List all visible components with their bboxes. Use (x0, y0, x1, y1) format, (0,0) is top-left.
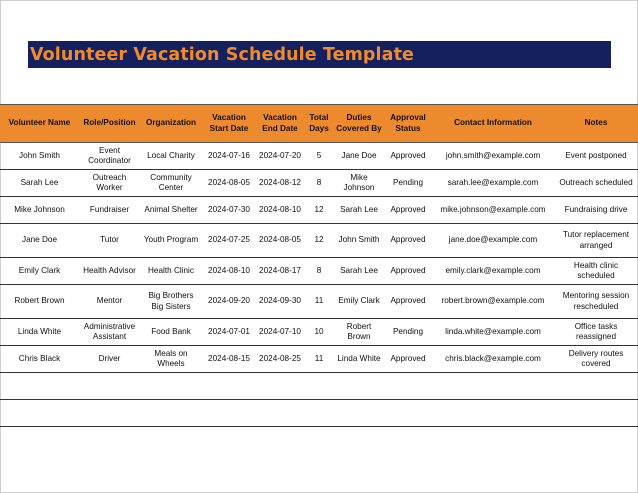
cell-role[interactable]: Mentor (79, 285, 140, 319)
header-notes[interactable]: Notes (554, 105, 638, 143)
table-header (0, 105, 638, 143)
cell-end-date[interactable]: 2024-08-10 (256, 197, 304, 224)
schedule-table (0, 104, 638, 427)
cell-volunteer-name[interactable]: John Smith (0, 143, 79, 170)
table-body (0, 143, 638, 427)
cell-approval-status[interactable]: Approved (384, 346, 432, 373)
cell-role[interactable]: Health Advisor (79, 258, 140, 285)
table-row (0, 224, 638, 258)
header-role[interactable]: Role/Position (79, 105, 140, 143)
cell-approval-status[interactable] (384, 400, 432, 427)
table-row (0, 143, 638, 170)
cell-covered-by[interactable]: Jane Doe (334, 143, 384, 170)
cell-organization[interactable]: Local Charity (140, 143, 202, 170)
cell-end-date[interactable]: 2024-07-10 (256, 319, 304, 346)
cell-notes[interactable] (554, 400, 638, 427)
cell-role[interactable]: Fundraiser (79, 197, 140, 224)
cell-covered-by[interactable]: Sarah Lee (334, 197, 384, 224)
cell-contact[interactable] (432, 373, 554, 400)
cell-organization[interactable] (140, 400, 202, 427)
cell-end-date[interactable]: 2024-07-20 (256, 143, 304, 170)
cell-contact[interactable] (432, 400, 554, 427)
cell-contact[interactable]: chris.black@example.com (432, 346, 554, 373)
cell-start-date[interactable] (202, 400, 256, 427)
header-row (0, 105, 638, 143)
cell-notes[interactable]: Office tasks reassigned (554, 319, 638, 346)
header-end-date[interactable]: Vacation End Date (256, 105, 304, 143)
cell-role[interactable]: Outreach Worker (79, 170, 140, 197)
cell-notes[interactable] (554, 373, 638, 400)
page-title: Volunteer Vacation Schedule Template (30, 44, 415, 65)
cell-covered-by[interactable]: Linda White (334, 346, 384, 373)
cell-covered-by[interactable]: Robert Brown (334, 319, 384, 346)
cell-contact[interactable]: robert.brown@example.com (432, 285, 554, 319)
cell-volunteer-name[interactable]: Mike Johnson (0, 197, 79, 224)
header-organization[interactable]: Organization (140, 105, 202, 143)
cell-organization[interactable]: Big Brothers Big Sisters (140, 285, 202, 319)
cell-end-date[interactable]: 2024-08-05 (256, 224, 304, 258)
table-row (0, 400, 638, 427)
cell-organization[interactable]: Youth Program (140, 224, 202, 258)
cell-volunteer-name[interactable]: Sarah Lee (0, 170, 79, 197)
cell-contact[interactable]: john.smith@example.com (432, 143, 554, 170)
cell-notes[interactable]: Delivery routes covered (554, 346, 638, 373)
cell-volunteer-name[interactable]: Emily Clark (0, 258, 79, 285)
cell-volunteer-name[interactable]: Jane Doe (0, 224, 79, 258)
cell-volunteer-name[interactable]: Chris Black (0, 346, 79, 373)
cell-organization[interactable]: Meals on Wheels (140, 346, 202, 373)
cell-end-date[interactable]: 2024-08-12 (256, 170, 304, 197)
table-row (0, 258, 638, 285)
cell-organization[interactable]: Animal Shelter (140, 197, 202, 224)
cell-approval-status[interactable]: Approved (384, 143, 432, 170)
cell-total-days[interactable]: 10 (304, 319, 334, 346)
cell-volunteer-name[interactable] (0, 400, 79, 427)
header-approval-status[interactable]: Approval Status (384, 105, 432, 143)
cell-approval-status[interactable]: Approved (384, 197, 432, 224)
header-volunteer-name[interactable]: Volunteer Name (0, 105, 79, 143)
cell-total-days[interactable]: 8 (304, 258, 334, 285)
cell-approval-status[interactable]: Approved (384, 258, 432, 285)
cell-end-date[interactable]: 2024-08-25 (256, 346, 304, 373)
cell-organization[interactable] (140, 373, 202, 400)
cell-total-days[interactable]: 8 (304, 170, 334, 197)
cell-organization[interactable]: Health Clinic (140, 258, 202, 285)
cell-notes[interactable]: Tutor replacement arranged (554, 224, 638, 258)
cell-end-date[interactable] (256, 373, 304, 400)
cell-volunteer-name[interactable]: Robert Brown (0, 285, 79, 319)
cell-covered-by[interactable]: Mike Johnson (334, 170, 384, 197)
cell-contact[interactable]: linda.white@example.com (432, 319, 554, 346)
cell-approval-status[interactable]: Pending (384, 170, 432, 197)
table-row (0, 170, 638, 197)
cell-total-days[interactable] (304, 373, 334, 400)
cell-approval-status[interactable]: Approved (384, 285, 432, 319)
cell-volunteer-name[interactable] (0, 373, 79, 400)
cell-start-date[interactable] (202, 373, 256, 400)
header-contact[interactable]: Contact Information (432, 105, 554, 143)
cell-role[interactable]: Tutor (79, 224, 140, 258)
cell-notes[interactable]: Event postponed (554, 143, 638, 170)
table-row (0, 346, 638, 373)
cell-start-date[interactable]: 2024-08-05 (202, 170, 256, 197)
table-row (0, 197, 638, 224)
header-total-days[interactable]: Total Days (304, 105, 334, 143)
cell-start-date[interactable]: 2024-07-30 (202, 197, 256, 224)
header-covered-by[interactable]: Duties Covered By (334, 105, 384, 143)
cell-covered-by[interactable]: Emily Clark (334, 285, 384, 319)
cell-role[interactable]: Administrative Assistant (79, 319, 140, 346)
cell-notes[interactable]: Fundraising drive (554, 197, 638, 224)
cell-covered-by[interactable] (334, 373, 384, 400)
table-row (0, 319, 638, 346)
cell-covered-by[interactable]: Sarah Lee (334, 258, 384, 285)
cell-start-date[interactable]: 2024-07-25 (202, 224, 256, 258)
table-row (0, 373, 638, 400)
cell-covered-by[interactable]: John Smith (334, 224, 384, 258)
cell-covered-by[interactable] (334, 400, 384, 427)
cell-start-date[interactable]: 2024-07-01 (202, 319, 256, 346)
cell-start-date[interactable]: 2024-09-20 (202, 285, 256, 319)
cell-contact[interactable]: sarah.lee@example.com (432, 170, 554, 197)
cell-total-days[interactable]: 11 (304, 285, 334, 319)
cell-role[interactable]: Driver (79, 346, 140, 373)
cell-start-date[interactable]: 2024-08-10 (202, 258, 256, 285)
cell-organization[interactable]: Food Bank (140, 319, 202, 346)
table-row (0, 285, 638, 319)
cell-approval-status[interactable]: Pending (384, 319, 432, 346)
cell-end-date[interactable] (256, 400, 304, 427)
cell-role[interactable] (79, 373, 140, 400)
cell-approval-status[interactable] (384, 373, 432, 400)
cell-role[interactable] (79, 400, 140, 427)
cell-start-date[interactable]: 2024-08-15 (202, 346, 256, 373)
cell-total-days[interactable]: 5 (304, 143, 334, 170)
cell-end-date[interactable]: 2024-08-17 (256, 258, 304, 285)
cell-notes[interactable]: Health clinic scheduled (554, 258, 638, 285)
cell-total-days[interactable]: 12 (304, 224, 334, 258)
cell-end-date[interactable]: 2024-09-30 (256, 285, 304, 319)
cell-contact[interactable]: emily.clark@example.com (432, 258, 554, 285)
cell-contact[interactable]: jane.doe@example.com (432, 224, 554, 258)
cell-total-days[interactable] (304, 400, 334, 427)
cell-total-days[interactable]: 12 (304, 197, 334, 224)
header-start-date[interactable]: Vacation Start Date (202, 105, 256, 143)
cell-role[interactable]: Event Coordinator (79, 143, 140, 170)
cell-notes[interactable]: Outreach scheduled (554, 170, 638, 197)
cell-volunteer-name[interactable]: Linda White (0, 319, 79, 346)
title-banner (28, 41, 611, 68)
cell-contact[interactable]: mike.johnson@example.com (432, 197, 554, 224)
cell-notes[interactable]: Mentoring session rescheduled (554, 285, 638, 319)
cell-start-date[interactable]: 2024-07-16 (202, 143, 256, 170)
cell-total-days[interactable]: 11 (304, 346, 334, 373)
cell-approval-status[interactable]: Approved (384, 224, 432, 258)
cell-organization[interactable]: Community Center (140, 170, 202, 197)
